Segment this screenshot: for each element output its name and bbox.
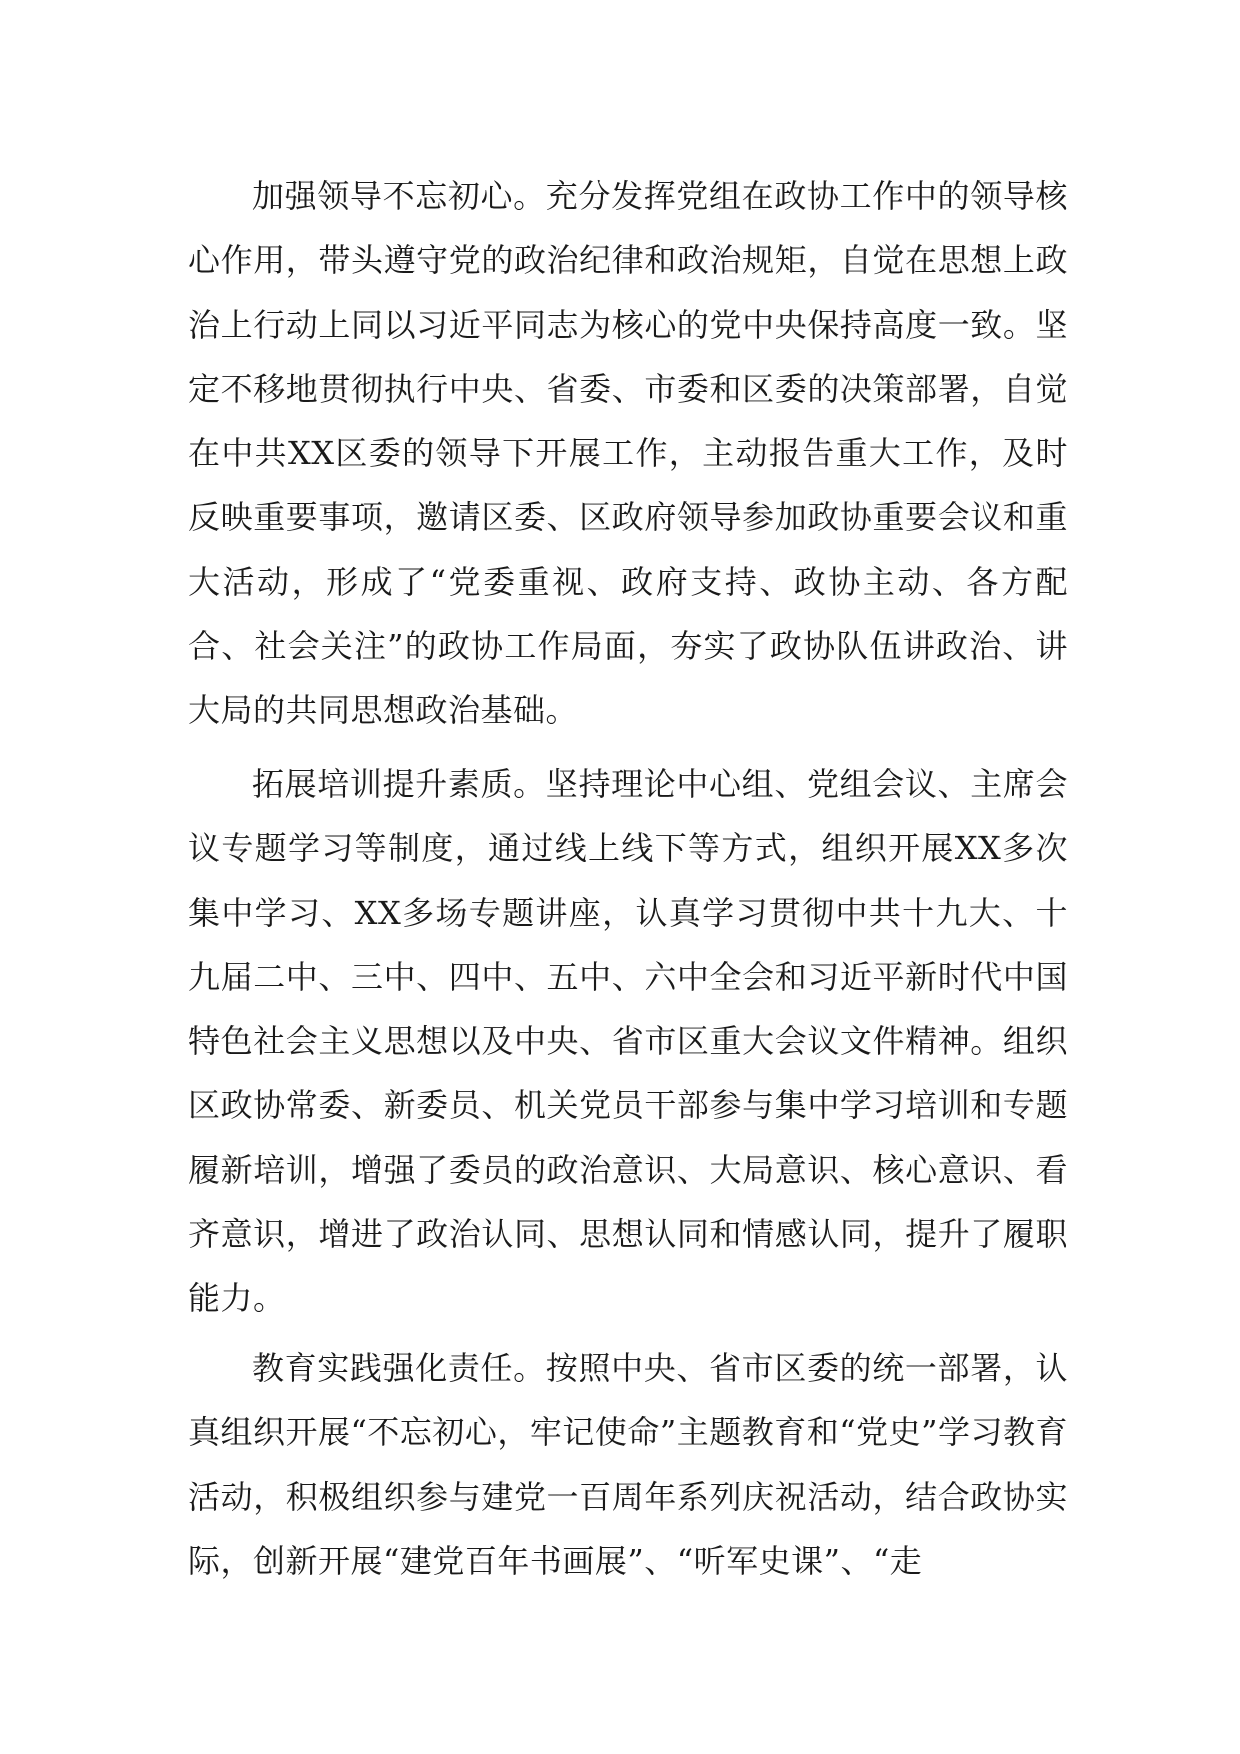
paragraph-training: 拓展培训提升素质。坚持理论中心组、党组会议、主席会议专题学习等制度，通过线上线下等方式，组织开展XX多次集中学习、XX多场专题讲座，认真学习贯彻中共十九大、十九届二中、三中、四中、五中、六中全会和习近平新时代中国特色社会主义思想以及中央、省市区重大会议文件精神。组织区政协常委、新委员、机关党员干部参与集中学习培训和专题履新培训，增强了委员的政治意识、大局意识、核心意识、看齐意识，增进了政治认同、思想认同和情感认同，提升了履职能力。 xyxy=(188,765,1068,1318)
paragraph-leadership: 加强领导不忘初心。充分发挥党组在政协工作中的领导核心作用，带头遵守党的政治纪律和政治规矩，自觉在思想上政治上行动上同以习近平同志为核心的党中央保持高度一致。坚定不移地贯彻执行中央、省委、市委和区委的决策部署，自觉在中共XX区委的领导下开展工作，主动报告重大工作，及时反映重要事项，邀请区委、区政府领导参加政协重要会议和重大活动，形成了“党委重视、政府支持、政协主动、各方配合、社会关注”的政协工作局面，夯实了政协队伍讲政治、讲大局的共同思想政治基础。 xyxy=(188,177,1068,730)
paragraph-education: 教育实践强化责任。按照中央、省市区委的统一部署，认真组织开展“不忘初心，牢记使命”主题教育和“党史”学习教育活动，积极组织参与建党一百周年系列庆祝活动，结合政协实际，创新开展“建党百年书画展”、“听军史课”、“走 xyxy=(188,1349,1068,1580)
